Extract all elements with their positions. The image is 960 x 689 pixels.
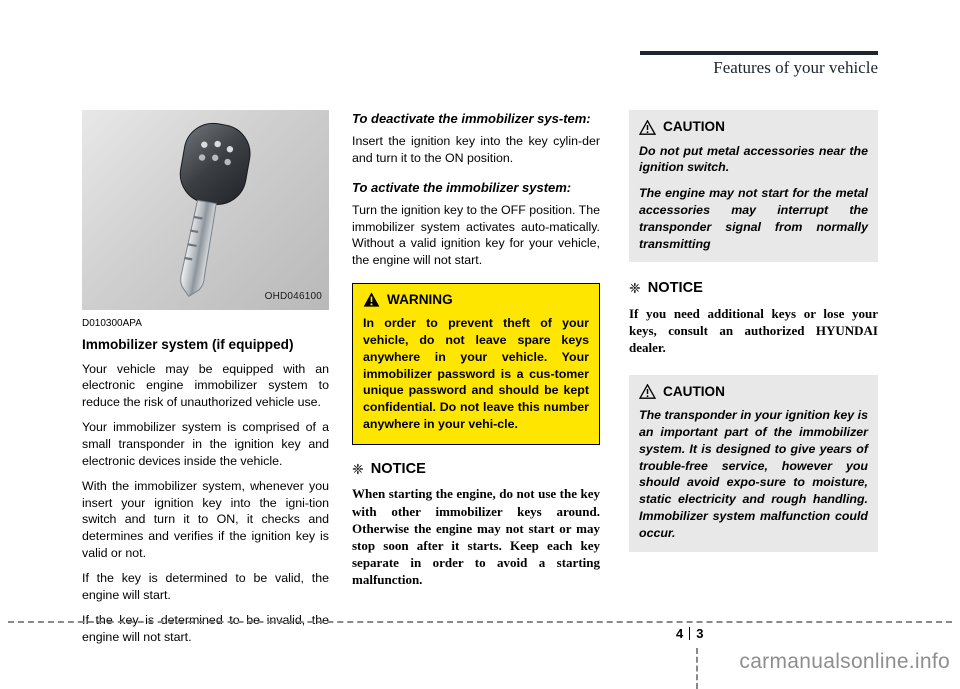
body-paragraph: Turn the ignition key to the OFF position. The immobilizer system activates auto-matically. Without a valid ignition key for your vehicle, the engine will not start. — [352, 203, 600, 267]
notice-body: If you need additional keys or lose your keys, consult an authorized HYUNDAI dealer. — [629, 305, 878, 356]
chapter-number: 4 — [676, 626, 684, 641]
body-paragraph: Your vehicle may be equipped with an electronic engine immobilizer system to reduce the risk of unauthorized vehicle use. — [82, 361, 329, 409]
caution-title: CAUTION — [663, 383, 725, 399]
caution-box-ignition — [629, 110, 878, 262]
notice-header — [629, 280, 878, 297]
deactivate-section — [352, 110, 600, 166]
footer-vertical-dash — [696, 648, 698, 689]
body-paragraph: If the key is determined to be valid, the engine will start. — [82, 571, 329, 602]
header-rule — [640, 51, 878, 55]
body-paragraph: If the key is determined to be invalid, the engine will not start. — [82, 613, 329, 644]
activate-heading: To activate the immobilizer system: — [352, 180, 572, 196]
caution-paragraph: Do not put metal accessories near the ignition switch. — [639, 143, 868, 175]
car-key-image — [136, 117, 276, 303]
left-column — [82, 110, 329, 655]
caution-paragraph: The transponder in your ignition key is an important part of the immobilizer system. It is designed to give years of trouble-free service, however you should avoid expo-sure to moisture, static electricity and rough handling. Immobilizer system malfunction could occur. — [639, 408, 868, 540]
warning-header — [363, 292, 589, 309]
section-title-immobilizer: Immobilizer system (if equipped) — [82, 336, 294, 352]
page-in-chapter: 3 — [696, 626, 704, 641]
caution-title: CAUTION — [663, 119, 725, 134]
page-number — [676, 626, 703, 641]
caution-triangle-icon — [639, 384, 656, 399]
deactivate-heading: To deactivate the immobilizer sys-tem: — [352, 111, 591, 126]
caution-header — [639, 384, 868, 401]
body-paragraph: Your immobilizer system is comprised of a small transponder in the ignition key and electronic devices inside the vehicle. — [82, 420, 329, 468]
figure-code: D010300APA — [82, 318, 142, 329]
caution-triangle-icon — [639, 120, 656, 135]
page-header-title: Features of your vehicle — [713, 58, 878, 77]
notice-asterisk-icon: ❈ — [629, 280, 641, 297]
body-paragraph: Insert the ignition key into the key cylin-der and turn it to the ON position. — [352, 134, 600, 165]
caution-box-transponder — [629, 375, 878, 552]
body-paragraph: With the immobilizer system, whenever you insert your ignition key into the igni-tion switch and turn it to ON, it checks and determines and verifies if the ignition key is valid or not. — [82, 479, 329, 560]
warning-body: In order to prevent theft of your vehicle, do not leave spare keys anywhere in your vehicle. Your immobilizer password is a cus-tomer unique password and should be kept confidential. Do not leave this number anywhere in your vehi-cle. — [363, 316, 589, 431]
caution-header — [639, 119, 868, 136]
notice-title: NOTICE — [647, 280, 703, 297]
page-number-divider — [689, 627, 690, 640]
key-photo — [82, 110, 329, 310]
notice-asterisk-icon: ❈ — [352, 460, 364, 477]
notice-title: NOTICE — [370, 460, 426, 477]
notice-header — [352, 461, 600, 478]
footer-dashed-rule — [8, 621, 952, 623]
notice-body: When starting the engine, do not use the key with other immobilizer keys around. Otherwise the engine may not start or may stop soon after it starts. Keep each key separate in order to avoid a starting malfunction. — [352, 486, 600, 588]
warning-box — [352, 283, 600, 445]
figure-caption: OHD046100 — [264, 291, 322, 303]
caution-paragraph: The engine may not start for the metal accessories may interrupt the transponder signal from normally transmitting — [639, 186, 868, 251]
warning-title: WARNING — [387, 291, 453, 307]
middle-column — [352, 110, 600, 598]
right-column — [629, 110, 878, 570]
activate-section — [352, 179, 600, 268]
watermark: carmanualsonline.info — [739, 650, 950, 673]
warning-triangle-icon — [363, 292, 380, 307]
